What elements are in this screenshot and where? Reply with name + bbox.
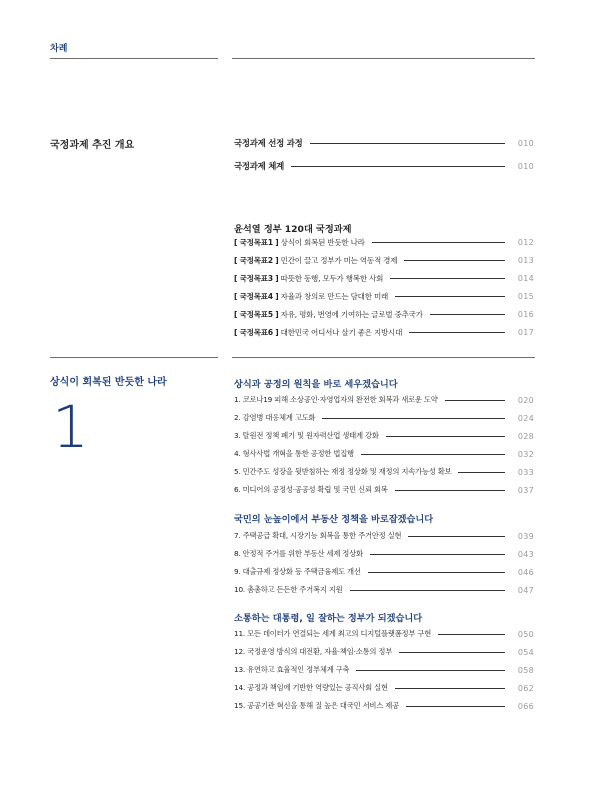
toc-entry-task-7[interactable] bbox=[234, 529, 534, 543]
toc-entry-label: 5. 민간주도 성장을 뒷받침하는 재정 정상화 및 재정의 지속가능성 확보 bbox=[234, 467, 452, 476]
chapter-rule-left bbox=[50, 357, 218, 358]
toc-entry-task-13[interactable] bbox=[234, 663, 534, 677]
toc-entry-task-8[interactable] bbox=[234, 547, 534, 561]
toc-entry-task-12[interactable] bbox=[234, 645, 534, 659]
header-rule-left bbox=[50, 58, 218, 59]
page-number: 046 bbox=[517, 567, 534, 577]
goal-tag: [ 국정목표4 ] bbox=[234, 291, 279, 301]
leader-line bbox=[395, 490, 505, 491]
page-number: 033 bbox=[517, 467, 534, 477]
goal-tag: [ 국정목표3 ] bbox=[234, 273, 279, 283]
leader-line bbox=[372, 242, 505, 243]
leader-line bbox=[404, 260, 505, 261]
leader-line bbox=[409, 332, 505, 333]
goal-label: 따뜻한 동행, 모두가 행복한 사회 bbox=[280, 273, 384, 283]
toc-entry-task-6[interactable] bbox=[234, 483, 534, 497]
leader-line bbox=[356, 670, 505, 671]
toc-entry-task-1[interactable] bbox=[234, 393, 534, 407]
page-number: 020 bbox=[517, 395, 534, 405]
goal-tag: [ 국정목표2 ] bbox=[234, 255, 279, 265]
toc-entry-task-9[interactable] bbox=[234, 565, 534, 579]
toc-entry-task-2[interactable] bbox=[234, 411, 534, 425]
page-number: 012 bbox=[517, 237, 534, 247]
page-number: 017 bbox=[517, 327, 534, 337]
toc-entry-goal-2[interactable] bbox=[234, 253, 534, 267]
chapter-rule-right bbox=[232, 357, 535, 358]
leader-line bbox=[399, 652, 505, 653]
toc-entry-goal-5[interactable] bbox=[234, 307, 534, 321]
page-number: 014 bbox=[517, 273, 534, 283]
leader-line bbox=[395, 688, 505, 689]
header-rule-right bbox=[232, 58, 535, 59]
section-title-fairness: 상식과 공정의 원칙을 바로 세우겠습니다 bbox=[234, 379, 398, 390]
overview-heading: 국정과제 추진 개요 bbox=[50, 140, 135, 151]
leader-line bbox=[430, 314, 505, 315]
goal-label: 상식이 회복된 반듯한 나라 bbox=[280, 237, 365, 247]
toc-entry-label: 2. 감염병 대응체계 고도화 bbox=[234, 413, 316, 422]
toc-entry-label: 14. 공정과 책임에 기반한 역량있는 공직사회 실현 bbox=[234, 683, 388, 692]
goal-label: 자유, 평화, 번영에 기여하는 글로벌 중추국가 bbox=[280, 309, 423, 319]
toc-entry-goal-4[interactable] bbox=[234, 289, 534, 303]
chapter-number: 1 bbox=[52, 393, 87, 461]
tasks120-title: 윤석열 정부 120대 국정과제 bbox=[234, 224, 352, 235]
toc-entry-task-5[interactable] bbox=[234, 465, 534, 479]
toc-entry-label: 3. 탈원전 정책 폐기 및 원자력산업 생태계 강화 bbox=[234, 431, 379, 440]
toc-header-label: 차례 bbox=[50, 44, 68, 54]
toc-entry-task-10[interactable] bbox=[234, 583, 534, 597]
goal-label: 자율과 창의로 만드는 담대한 미래 bbox=[280, 291, 389, 301]
leader-line bbox=[310, 143, 505, 144]
leader-line bbox=[406, 706, 505, 707]
toc-entry-goal-3[interactable] bbox=[234, 271, 534, 285]
toc-entry-label: 국정과제 체계 bbox=[234, 161, 285, 171]
toc-entry-task-4[interactable] bbox=[234, 447, 534, 461]
toc-entry-task-15[interactable] bbox=[234, 699, 534, 713]
leader-line bbox=[408, 536, 505, 537]
leader-line bbox=[395, 296, 505, 297]
toc-entry-label: 4. 형사사법 개혁을 통한 공정한 법집행 bbox=[234, 449, 354, 458]
toc-entry-label: 6. 미디어의 공정성·공공성 확립 및 국민 신뢰 회복 bbox=[234, 485, 388, 494]
toc-entry-task-11[interactable] bbox=[234, 627, 534, 641]
toc-entry-task-system[interactable] bbox=[234, 159, 534, 173]
toc-entry-label: 국정과제 선정 과정 bbox=[234, 138, 303, 148]
toc-entry-goal-1[interactable] bbox=[234, 235, 534, 249]
toc-entry-label: 11. 모든 데이터가 연결되는 세계 최고의 디지털플랫폼정부 구현 bbox=[234, 629, 432, 638]
leader-line bbox=[350, 590, 505, 591]
page-number: 037 bbox=[517, 485, 534, 495]
page-number: 039 bbox=[517, 531, 534, 541]
toc-entry-label: 15. 공공기관 혁신을 통해 질 높은 대국민 서비스 제공 bbox=[234, 701, 399, 710]
page-number: 032 bbox=[517, 449, 534, 459]
leader-line bbox=[458, 472, 505, 473]
leader-line bbox=[445, 400, 505, 401]
goal-tag: [ 국정목표6 ] bbox=[234, 327, 279, 337]
toc-entry-task-14[interactable] bbox=[234, 681, 534, 695]
goal-label: 대한민국 어디서나 살기 좋은 지방시대 bbox=[280, 327, 403, 337]
leader-line bbox=[370, 554, 505, 555]
leader-line bbox=[322, 418, 505, 419]
toc-entry-goal-6[interactable] bbox=[234, 325, 534, 339]
leader-line bbox=[386, 436, 505, 437]
goal-tag: [ 국정목표1 ] bbox=[234, 237, 279, 247]
toc-entry-label: 12. 국정운영 방식의 대전환, 자율·책임·소통의 정부 bbox=[234, 647, 393, 656]
page-number: 015 bbox=[517, 291, 534, 301]
goal-label: 민간이 끌고 정부가 미는 역동적 경제 bbox=[280, 255, 398, 265]
page-number: 066 bbox=[517, 701, 534, 711]
toc-entry-label: 7. 주택공급 확대, 시장기능 회복을 통한 주거안정 실현 bbox=[234, 531, 402, 540]
leader-line bbox=[438, 634, 505, 635]
toc-entry-task-3[interactable] bbox=[234, 429, 534, 443]
page-number: 047 bbox=[517, 585, 534, 595]
leader-line bbox=[361, 454, 505, 455]
page-number: 058 bbox=[517, 665, 534, 675]
toc-entry-label: 1. 코로나19 피해 소상공인·자영업자의 완전한 회복과 새로운 도약 bbox=[234, 395, 438, 404]
page-number: 013 bbox=[517, 255, 534, 265]
page-number: 054 bbox=[517, 647, 534, 657]
section-title-government: 소통하는 대통령, 일 잘하는 정부가 되겠습니다 bbox=[234, 613, 423, 624]
section-title-real-estate: 국민의 눈높이에서 부동산 정책을 바로잡겠습니다 bbox=[234, 514, 434, 525]
toc-entry-label: 10. 촘촘하고 든든한 주거복지 지원 bbox=[234, 585, 343, 594]
page-number: 028 bbox=[517, 431, 534, 441]
page-number: 016 bbox=[517, 309, 534, 319]
page-number: 010 bbox=[517, 161, 534, 171]
leader-line bbox=[390, 278, 505, 279]
toc-entry-label: 13. 유연하고 효율적인 정부체계 구축 bbox=[234, 665, 350, 674]
toc-entry-label: 9. 대출규제 정상화 등 주택금융제도 개선 bbox=[234, 567, 361, 576]
leader-line bbox=[291, 166, 505, 167]
page-number: 050 bbox=[517, 629, 534, 639]
page-number: 024 bbox=[517, 413, 534, 423]
page-number: 043 bbox=[517, 549, 534, 559]
toc-entry-selection-process[interactable] bbox=[234, 136, 534, 150]
goal-tag: [ 국정목표5 ] bbox=[234, 309, 279, 319]
chapter-heading: 상식이 회복된 반듯한 나라 bbox=[50, 377, 167, 388]
toc-entry-label: 8. 안정적 주거를 위한 부동산 세제 정상화 bbox=[234, 549, 363, 558]
page-number: 062 bbox=[517, 683, 534, 693]
leader-line bbox=[368, 572, 505, 573]
page-number: 010 bbox=[517, 138, 534, 148]
